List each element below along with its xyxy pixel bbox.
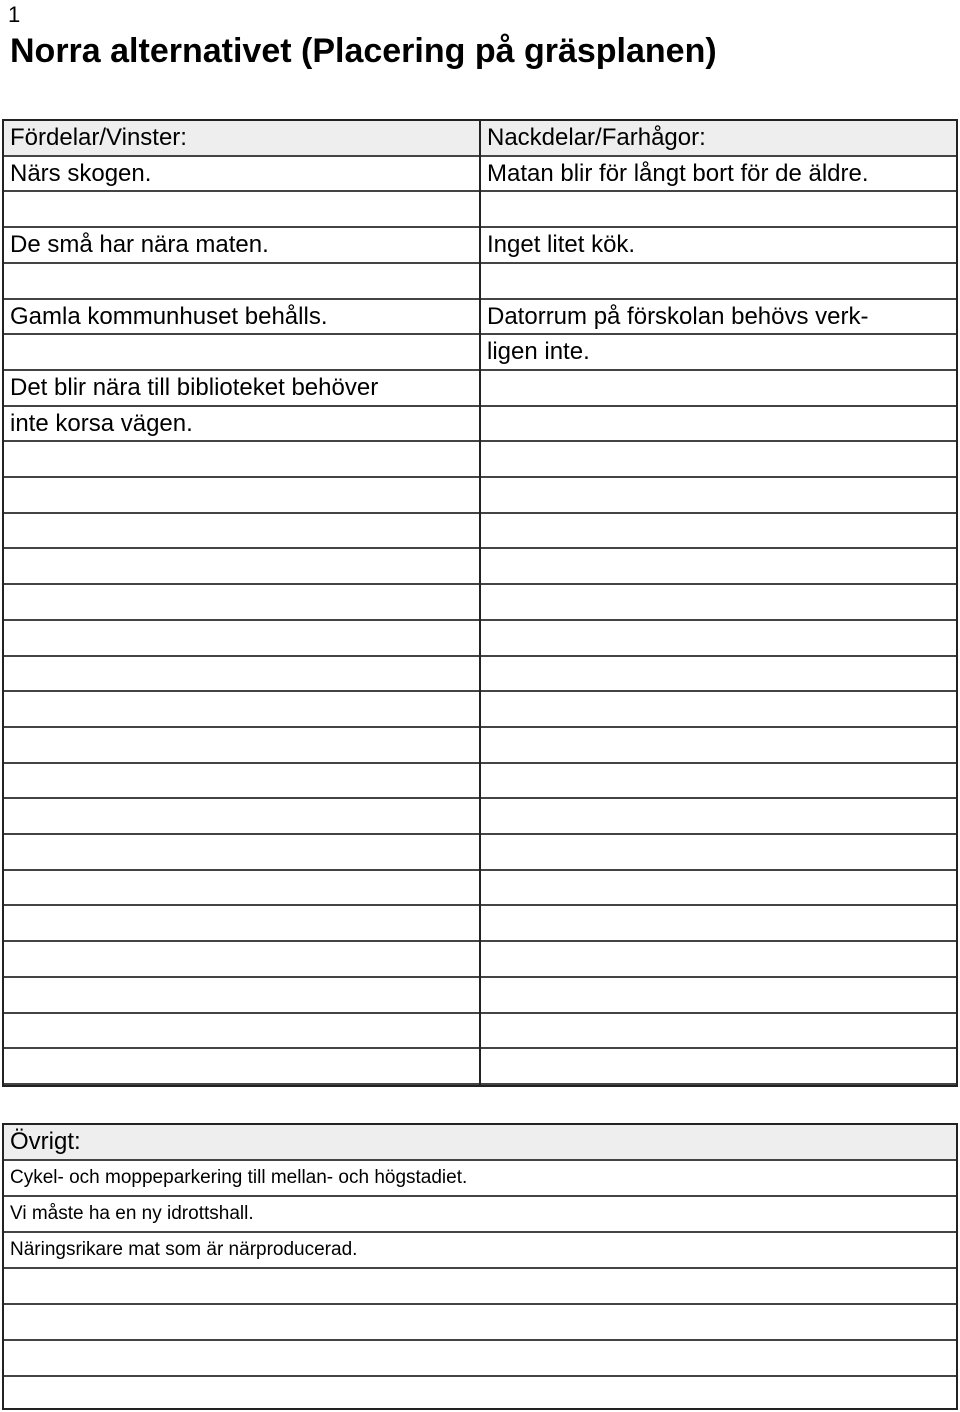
cons-row xyxy=(481,1049,956,1085)
cons-row xyxy=(481,585,956,621)
other-row xyxy=(4,1341,956,1377)
pros-row xyxy=(4,835,479,871)
pros-row xyxy=(4,514,479,550)
other-row xyxy=(4,1269,956,1305)
pros-row xyxy=(4,264,479,300)
pros-row xyxy=(4,549,479,585)
page-number: 1 xyxy=(8,2,21,27)
cons-row: Datorrum på förskolan behövs verk- xyxy=(481,300,956,336)
cons-row xyxy=(481,514,956,550)
pros-row xyxy=(4,942,479,978)
pros-row xyxy=(4,692,479,728)
other-row: Cykel- och moppeparkering till mellan- och högstadiet. xyxy=(4,1161,956,1197)
pros-row xyxy=(4,728,479,764)
cons-row xyxy=(481,764,956,800)
cons-row: Matan blir för långt bort för de äldre. xyxy=(481,157,956,193)
cons-row xyxy=(481,799,956,835)
pros-header: Fördelar/Vinster: xyxy=(4,121,479,157)
cons-row xyxy=(481,657,956,693)
cons-row xyxy=(481,478,956,514)
pros-cons-table xyxy=(2,119,958,1087)
pros-row xyxy=(4,442,479,478)
cons-row: ligen inte. xyxy=(481,335,956,371)
other-row: Näringsrikare mat som är närproducerad. xyxy=(4,1233,956,1269)
cons-row xyxy=(481,192,956,228)
cons-row xyxy=(481,371,956,407)
other-row: Vi måste ha en ny idrottshall. xyxy=(4,1197,956,1233)
pros-row xyxy=(4,871,479,907)
page-title: Norra alternativet (Placering på gräsplanen) xyxy=(10,32,717,70)
pros-row: De små har nära maten. xyxy=(4,228,479,264)
pros-row xyxy=(4,621,479,657)
other-header: Övrigt: xyxy=(4,1125,956,1161)
cons-row xyxy=(481,942,956,978)
pros-column xyxy=(4,121,479,1085)
pros-row xyxy=(4,978,479,1014)
other-row xyxy=(4,1305,956,1341)
cons-column xyxy=(479,121,956,1085)
pros-row xyxy=(4,1049,479,1085)
cons-header: Nackdelar/Farhågor: xyxy=(481,121,956,157)
cons-row xyxy=(481,871,956,907)
pros-row: Det blir nära till biblioteket behöver xyxy=(4,371,479,407)
cons-row xyxy=(481,835,956,871)
cons-row xyxy=(481,728,956,764)
cons-row xyxy=(481,692,956,728)
other-row xyxy=(4,1377,956,1408)
pros-row: inte korsa vägen. xyxy=(4,407,479,443)
cons-row xyxy=(481,549,956,585)
cons-row xyxy=(481,1014,956,1050)
pros-row xyxy=(4,657,479,693)
cons-row: Inget litet kök. xyxy=(481,228,956,264)
pros-row xyxy=(4,799,479,835)
pros-row: Närs skogen. xyxy=(4,157,479,193)
other-section xyxy=(2,1123,958,1410)
pros-row xyxy=(4,585,479,621)
pros-row xyxy=(4,478,479,514)
cons-row xyxy=(481,264,956,300)
cons-row xyxy=(481,621,956,657)
pros-row: Gamla kommunhuset behålls. xyxy=(4,300,479,336)
pros-row xyxy=(4,906,479,942)
cons-row xyxy=(481,442,956,478)
cons-row xyxy=(481,906,956,942)
cons-row xyxy=(481,978,956,1014)
pros-row xyxy=(4,764,479,800)
cons-row xyxy=(481,407,956,443)
pros-row xyxy=(4,1014,479,1050)
pros-row xyxy=(4,192,479,228)
pros-row xyxy=(4,335,479,371)
